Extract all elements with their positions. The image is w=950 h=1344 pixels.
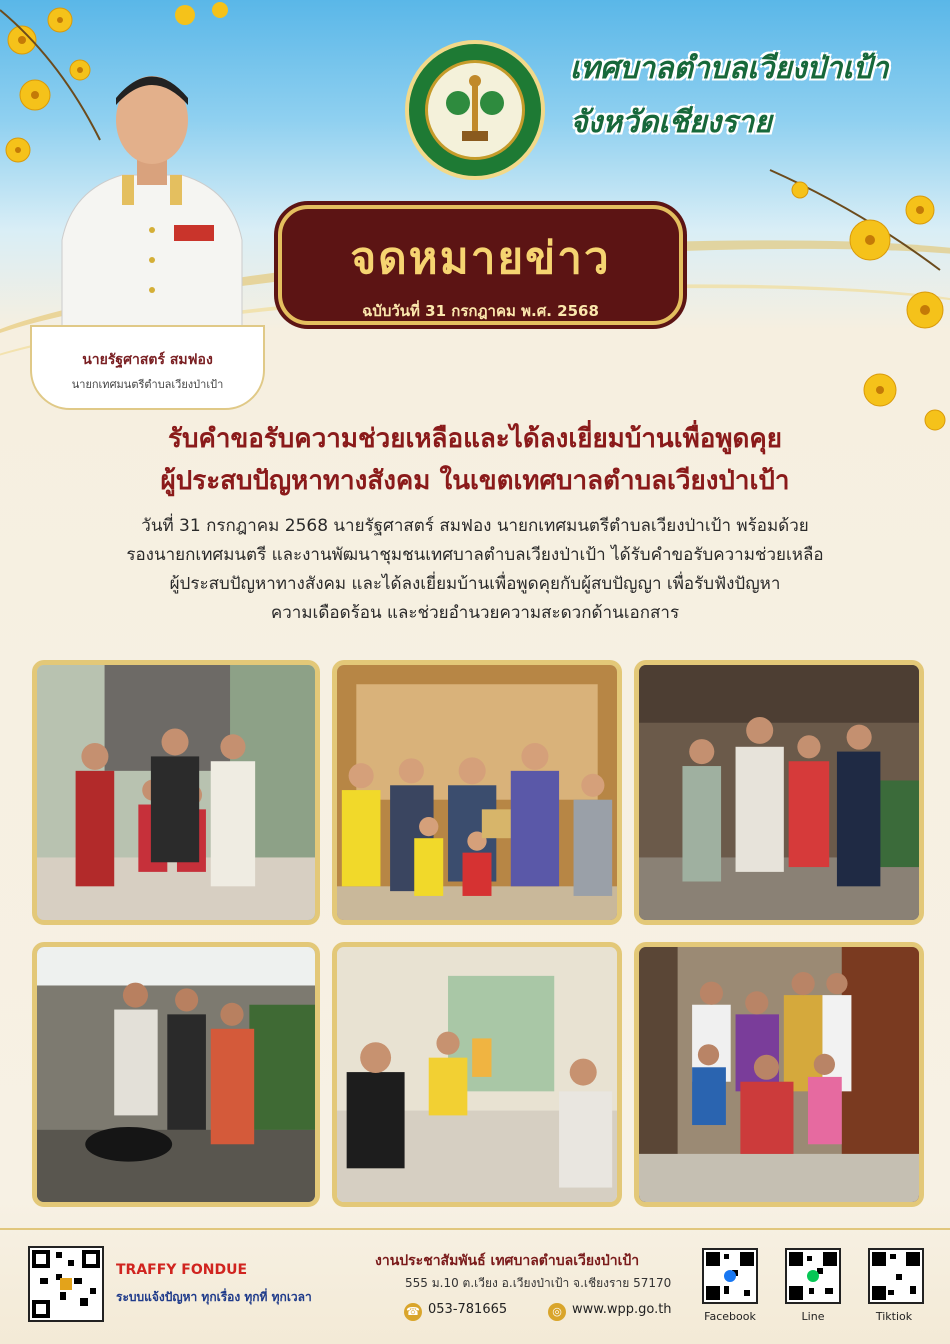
traffy-title: TRAFFY FONDUE <box>116 1262 248 1278</box>
org-province-line: จังหวัดเชียงราย <box>570 105 772 140</box>
photo-1 <box>32 660 320 925</box>
qr-code-icon <box>30 1248 102 1320</box>
issue-date: ฉบับวันที่ 31 กรกฎาคม พ.ศ. 2568 <box>362 302 599 320</box>
headline-line-2: ผู้ประสบปัญหาทางสังคม ในเขตเทศบาลตำบลเวียงป่าเป้า <box>160 466 790 496</box>
traffy-qr-code[interactable] <box>28 1246 104 1322</box>
article-body <box>40 512 910 628</box>
headline-line-1: รับคำขอรับความช่วยเหลือและได้ลงเยี่ยมบ้านเพื่อพูดคุย <box>167 424 782 454</box>
org-name-line: เทศบาลตำบลเวียงป่าเป้า <box>570 51 889 86</box>
mayor-portrait <box>52 60 252 350</box>
pr-department: งานประชาสัมพันธ์ เทศบาลตำบลเวียงป่าเป้า <box>375 1253 640 1269</box>
qr-code-icon <box>870 1250 922 1302</box>
phone-number: 053-781665 <box>428 1302 508 1317</box>
article-headline <box>40 418 910 502</box>
qr-code-icon <box>704 1250 756 1302</box>
municipality-logo <box>405 40 545 180</box>
footer-divider <box>0 1228 950 1230</box>
newsletter-banner <box>278 205 683 325</box>
line-label: Line <box>801 1310 825 1323</box>
photo-3 <box>634 660 924 925</box>
photo-5 <box>332 942 622 1207</box>
globe-icon: ◎ <box>548 1303 566 1321</box>
tiktok-label: Tiktiok <box>875 1310 913 1323</box>
organization-title <box>570 42 940 150</box>
body-line-4: ความเดือดร้อน และช่วยอำนวยความสะดวกด้านเอกสาร <box>270 603 680 623</box>
facebook-label: Facebook <box>704 1310 756 1323</box>
traffy-subtitle: ระบบแจ้งปัญหา ทุกเรื่อง ทุกที่ ทุกเวลา <box>116 1290 312 1304</box>
body-line-1: วันที่ 31 กรกฎาคม 2568 นายรัฐศาสตร์ สมฟอง นายกเทศมนตรีตำบลเวียงป่าเป้า พร้อมด้วย <box>141 516 809 536</box>
flower-top-icon <box>170 0 240 40</box>
address: 555 ม.10 ต.เวียง อ.เวียงป่าเป้า จ.เชียงราย 57170 <box>405 1276 672 1290</box>
mayor-nameplate <box>30 325 265 410</box>
line-qr-code[interactable] <box>785 1248 841 1304</box>
photo-6 <box>634 942 924 1207</box>
logo-emblem-icon <box>425 60 525 160</box>
website-link[interactable]: www.wpp.go.th <box>572 1302 672 1317</box>
tiktok-qr-code[interactable] <box>868 1248 924 1304</box>
body-line-3: ผู้ประสบปัญหาทางสังคม และได้ลงเยี่ยมบ้านเพื่อพูดคุยกับผู้สบปัญญา เพื่อรับฟังปัญหา <box>169 574 781 594</box>
qr-code-icon <box>787 1250 839 1302</box>
mayor-name: นายรัฐศาสตร์ สมฟอง <box>82 352 213 368</box>
facebook-qr-code[interactable] <box>702 1248 758 1304</box>
mayor-position: นายกเทศมนตรีตำบลเวียงป่าเป้า <box>71 378 224 391</box>
flower-cluster-right-icon <box>760 150 950 450</box>
body-line-2: รองนายกเทศมนตรี และงานพัฒนาชุมชนเทศบาลตำบลเวียงป่าเป้า ได้รับคำขอรับความช่วยเหลือ <box>126 545 824 565</box>
photo-2 <box>332 660 622 925</box>
banner-title: จดหมายข่าว <box>350 233 611 284</box>
phone-icon: ☎ <box>404 1303 422 1321</box>
photo-4 <box>32 942 320 1207</box>
